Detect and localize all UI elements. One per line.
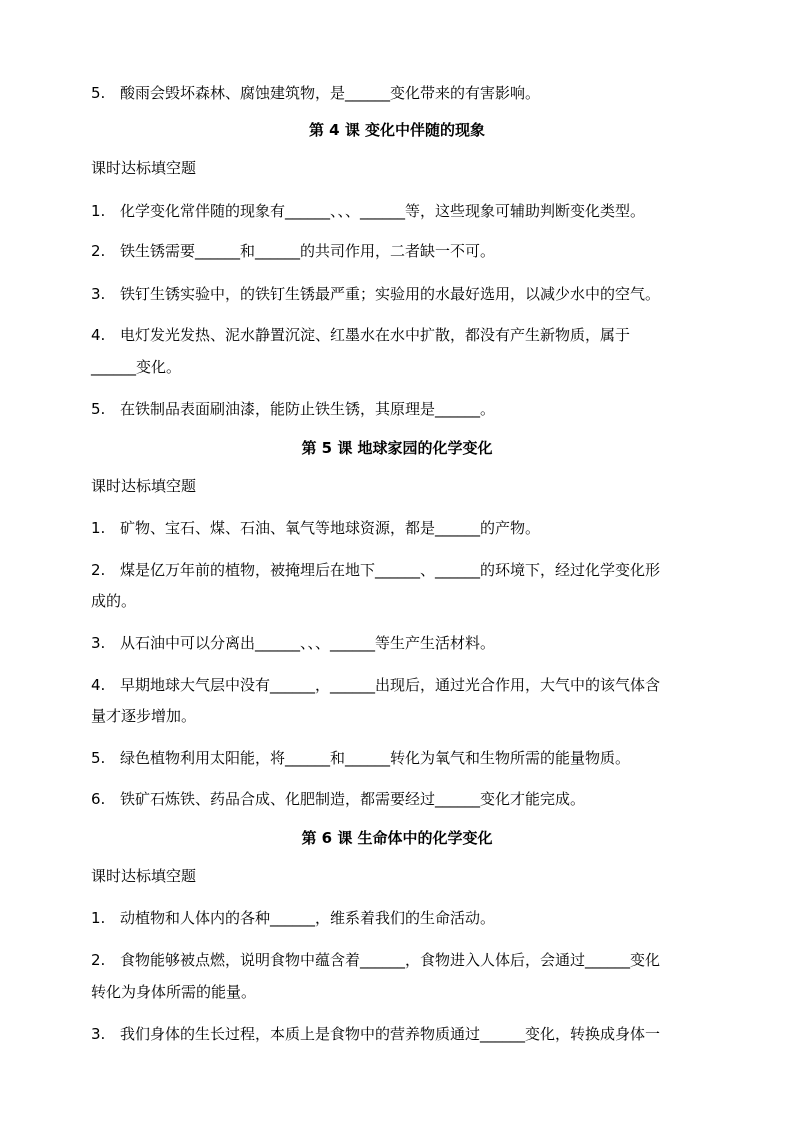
list-item xyxy=(91,285,660,303)
item-number: 1. xyxy=(91,519,106,537)
item-number: 1. xyxy=(91,202,106,220)
item-text: 电灯发光发热、泥水静置沉淀、红墨水在水中扩散，都没有产生新物质，属于 xyxy=(120,326,631,344)
item-text: 动植物和人体内的各种______，维系着我们的生命活动。 xyxy=(120,909,496,927)
item-number: 3. xyxy=(91,285,106,303)
item-text: 我们身体的生长过程，本质上是食物中的营养物质通过______变化，转换成身体一 xyxy=(120,1025,661,1043)
item-number: 5. xyxy=(91,400,106,418)
item-text: 食物能够被点燃，说明食物中蕴含着______，食物进入人体后，会通过______变化 xyxy=(120,951,661,969)
list-item xyxy=(91,676,660,694)
list-item xyxy=(91,951,660,969)
item-text: 铁钉生锈实验中，的铁钉生锈最严重；实验用的水最好选用，以减少水中的空气。 xyxy=(120,285,661,303)
lesson-heading: 第 4 课 变化中伴随的现象 xyxy=(308,121,486,139)
lesson-heading: 第 5 课 地球家园的化学变化 xyxy=(301,439,493,457)
item-text: 早期地球大气层中没有______，______出现后，通过光合作用，大气中的该气体含 xyxy=(120,676,661,694)
item-text: 铁生锈需要______和______的共司作用，二者缺一不可。 xyxy=(120,242,496,260)
list-item xyxy=(91,790,585,808)
item-number: 2. xyxy=(91,242,106,260)
item-text: 矿物、宝石、煤、石油、氧气等地球资源，都是______的产物。 xyxy=(120,519,541,537)
item-text: 化学变化常伴随的现象有______、、、______等，这些现象可辅助判断变化类型。 xyxy=(120,202,646,220)
item-number: 6. xyxy=(91,790,106,808)
list-item xyxy=(91,242,495,260)
item-number: 1. xyxy=(91,909,106,927)
item-text: 绿色植物利用太阳能，将______和______转化为氧气和生物所需的能量物质。 xyxy=(120,749,631,767)
item-text-continued: 量才逐步增加。 xyxy=(91,707,197,725)
list-item xyxy=(91,561,660,579)
item-text-continued: ______变化。 xyxy=(91,358,182,376)
list-item xyxy=(91,519,540,537)
item-number: 2. xyxy=(91,951,106,969)
item-text: 在铁制品表面刷油漆，能防止铁生锈，其原理是______。 xyxy=(120,400,496,418)
item-text-continued: 转化为身体所需的能量。 xyxy=(91,983,257,1001)
list-item xyxy=(91,634,495,652)
list-item xyxy=(91,326,630,344)
item-number: 3. xyxy=(91,634,106,652)
section-subtitle: 课时达标填空题 xyxy=(91,159,197,177)
item-text: 从石油中可以分离出______、、、______等生产生活材料。 xyxy=(120,634,496,652)
item-number: 4. xyxy=(91,676,106,694)
lesson-heading: 第 6 课 生命体中的化学变化 xyxy=(301,829,493,847)
list-item xyxy=(91,84,540,102)
list-item xyxy=(91,1025,660,1043)
list-item xyxy=(91,909,495,927)
section-subtitle: 课时达标填空题 xyxy=(91,477,197,495)
item-number: 5. xyxy=(91,84,106,102)
list-item xyxy=(91,400,495,418)
item-text: 铁矿石炼铁、药品合成、化肥制造，都需要经过______变化才能完成。 xyxy=(120,790,586,808)
item-text: 酸雨会毁坏森林、腐蚀建筑物，是______变化带来的有害影响。 xyxy=(120,84,541,102)
list-item xyxy=(91,749,630,767)
section-subtitle: 课时达标填空题 xyxy=(91,867,197,885)
list-item xyxy=(91,202,645,220)
item-text-continued: 成的。 xyxy=(91,592,137,610)
item-number: 5. xyxy=(91,749,106,767)
item-number: 3. xyxy=(91,1025,106,1043)
item-number: 4. xyxy=(91,326,106,344)
item-text: 煤是亿万年前的植物，被掩埋后在地下______、______的环境下，经过化学变化形 xyxy=(120,561,661,579)
item-number: 2. xyxy=(91,561,106,579)
